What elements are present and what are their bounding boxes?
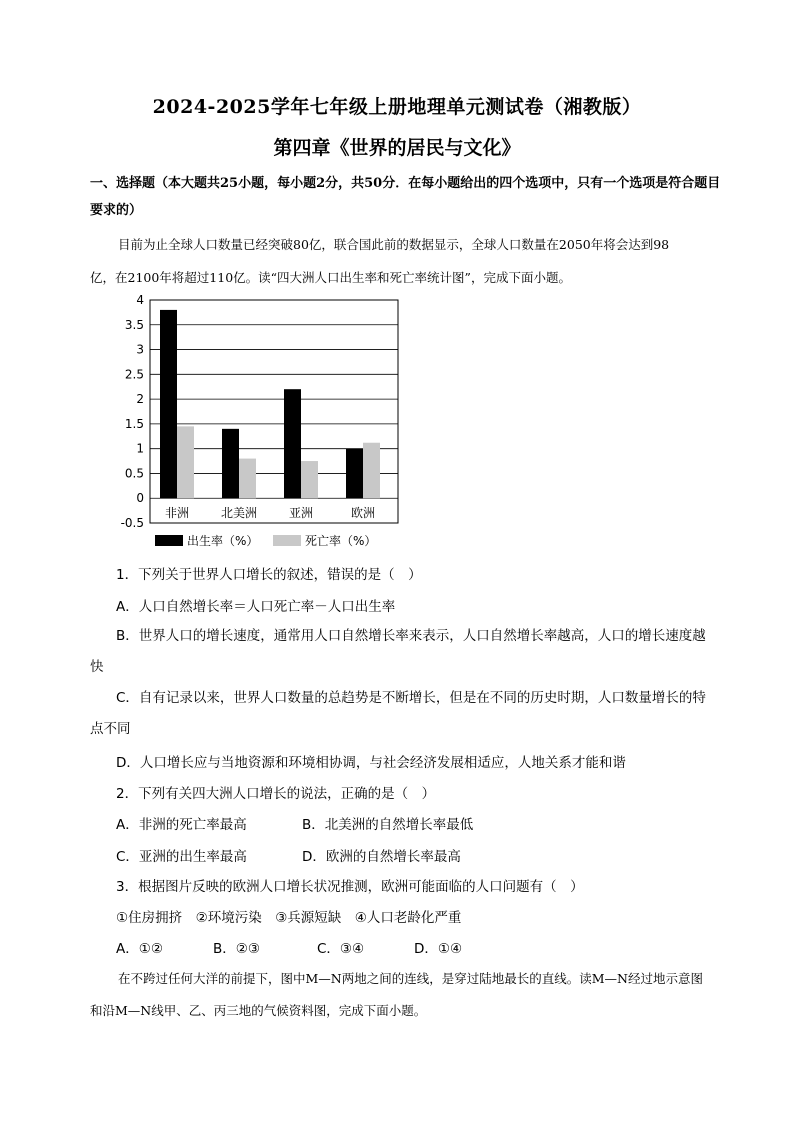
q3-option-a[interactable]: A．①②: [116, 941, 163, 957]
x-tick-label: 欧洲: [350, 506, 376, 520]
q3-option-d[interactable]: D．①④: [414, 941, 463, 957]
bar-birth-1: [222, 429, 239, 498]
x-tick-label: 亚洲: [288, 506, 314, 520]
q2-option-b[interactable]: B．北美洲的自然增长率最低: [302, 817, 474, 833]
x-tick-label: 北美洲: [220, 506, 258, 520]
population-rate-chart: [110, 288, 410, 554]
y-tick-label: -0.5: [120, 516, 144, 530]
section-heading: 一、选择题（本大题共25小题，每小题2分，共50分．在每小题给出的四个选项中，只有一个选项是符合题目要求的）: [90, 176, 721, 218]
legend-label-0: 出生率（%）: [187, 534, 259, 548]
q3-option-b[interactable]: B．②③: [213, 941, 260, 957]
y-tick-label: 2: [136, 392, 144, 407]
bar-death-1: [239, 459, 256, 499]
legend-label-1: 死亡率（%）: [305, 534, 377, 548]
y-tick-label: 1: [136, 441, 144, 456]
chapter-title: 第四章《世界的居民与文化》: [273, 137, 521, 159]
chart-svg: [110, 288, 410, 554]
q1-option-b[interactable]: B．世界人口的增长速度，通常用人口自然增长率来表示，人口自然增长率越高，人口的增长速度越快: [90, 628, 706, 675]
bar-birth-0: [160, 310, 177, 498]
question-1-stem: 1．下列关于世界人口增长的叙述，错误的是（ ）: [116, 567, 422, 583]
y-tick-label: 4: [136, 293, 144, 307]
q3-option-c[interactable]: C．③④: [317, 941, 365, 957]
y-tick-label: 3.5: [124, 317, 144, 332]
q2-option-c[interactable]: C．亚洲的出生率最高: [116, 849, 247, 865]
q1-option-d[interactable]: D．人口增长应与当地资源和环境相协调，与社会经济发展相适应，人地关系才能和谐: [116, 755, 626, 771]
bar-death-0: [177, 426, 194, 498]
bar-birth-3: [346, 449, 363, 499]
q2-option-a[interactable]: A．非洲的死亡率最高: [116, 817, 247, 833]
legend-swatch-1: [273, 535, 301, 546]
question-3-stem: 3．根据图片反映的欧洲人口增长状况推测，欧洲可能面临的人口问题有（ ）: [116, 879, 584, 895]
question-2-stem: 2．下列有关四大洲人口增长的说法，正确的是（ ）: [116, 786, 436, 802]
legend-swatch-0: [155, 535, 183, 546]
x-tick-label: 非洲: [164, 506, 190, 520]
y-tick-label: 0: [136, 491, 144, 506]
bar-death-3: [363, 443, 380, 499]
bar-death-2: [301, 461, 318, 498]
y-tick-label: 0.5: [124, 466, 144, 481]
next-group-intro: 在不跨过任何大洋的前提下，图中M—N两地之间的连线，是穿过陆地最长的直线。读M—N经过地示意图和沿M—N线甲、乙、丙三地的气候资料图，完成下面小题。: [90, 971, 703, 1018]
q3-choice-items: ①住房拥挤 ②环境污染 ③兵源短缺 ④人口老龄化严重: [116, 910, 462, 926]
intro-paragraph: 目前为止全球人口数量已经突破80亿，联合国此前的数据显示，全球人口数量在2050年将会达到98亿，在2100年将超过110亿。读“四大洲人口出生率和死亡率统计图”，完成下面小题。: [90, 237, 670, 285]
y-tick-label: 3: [136, 342, 144, 357]
y-tick-label: 2.5: [124, 367, 144, 382]
y-tick-label: 1.5: [124, 416, 144, 431]
q1-option-c[interactable]: C．自有记录以来，世界人口数量的总趋势是不断增长，但是在不同的历史时期，人口数量增长的特点不同: [90, 690, 706, 737]
q1-option-a[interactable]: A．人口自然增长率＝人口死亡率－人口出生率: [116, 599, 396, 615]
page-title: 2024-2025学年七年级上册地理单元测试卷（湘教版）: [152, 96, 642, 118]
bar-birth-2: [284, 389, 301, 498]
q2-option-d[interactable]: D．欧洲的自然增长率最高: [302, 849, 461, 865]
